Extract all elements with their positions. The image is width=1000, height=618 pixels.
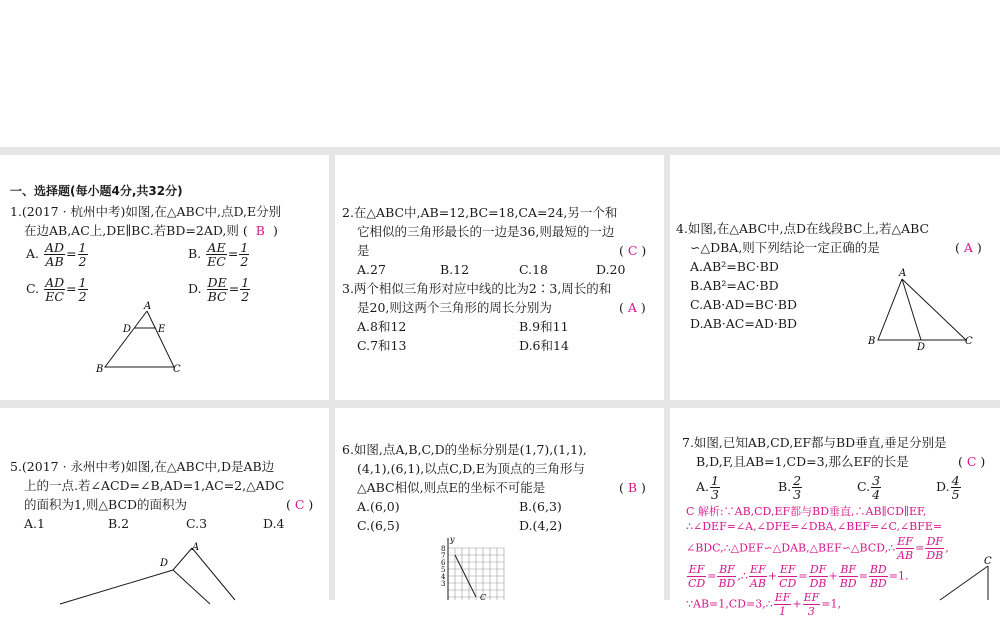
q6-line1: 6.如图,点A,B,C,D的坐标分别是(1,7),(1,1), [342,442,587,457]
q6-answer: B [627,480,638,495]
q7-sol4-f6-den: BD [839,577,857,590]
q5-bracket: ( C ) [286,497,314,512]
q1-option-b-value-num: 1 [240,240,249,255]
q7-label-c: C [984,556,992,567]
q7-option-c-den: 4 [872,487,881,502]
q7-sol4-f2-den: BD [718,577,736,590]
q6-tick-6: 6 [441,559,446,567]
q1-option-d-label: D. [188,281,202,296]
question-card-3 [670,155,1000,400]
q1-option-c-value-num: 1 [78,275,87,290]
q1-label-d: D [123,324,132,335]
q7-sol4-f3-den: AB [749,577,766,590]
q7-sol4-eq2: = [798,569,808,583]
q2-line2: 它相似的三角形最长的一边是36,则最短的一边 [357,224,615,239]
q1-option-b-num: AE [207,240,226,255]
q3-line2-text: 是20,则这两个三角形的周长分别为 [357,300,552,315]
q1-triangle-figure [92,299,212,379]
q1-label-a: A [144,301,152,312]
q7-sol3-end: , [945,541,949,555]
q1-answer: B [255,223,265,238]
q1-option-a-value-den: 2 [78,254,87,269]
q5-line1: 5.(2017 · 永州中考)如图,在△ABC中,D是AB边 [10,459,275,474]
q6-bracket: ( B ) [619,480,646,495]
q4-line2-text: ∽△DBA,则下列结论一定正确的是 [690,240,880,255]
q1-option-d-num: DE [207,275,227,290]
q7-sol4-f7-num: BD [869,563,887,576]
q7-sol4-plus: + [767,569,778,583]
q7-bracket: ( C ) [958,454,986,469]
q6-option-d: D.(4,2) [519,518,563,533]
q7-figure [938,556,998,600]
q7-solution-line2: ∴∠DEF=∠A,∠DFE=∠DBA,∠BEF=∠C,∠BFE= [686,520,943,533]
q6-line3 [357,478,657,497]
q5-line3 [24,495,324,514]
q5-line3-text: 的面积为1,则△BCD的面积为 [24,497,188,512]
question-card-2 [335,155,664,400]
q7-sol4-eq3: = [858,569,868,583]
q7-sol3-eq: = [915,541,925,555]
q7-line2 [696,452,996,471]
q7-solution-line4 [686,563,949,590]
q7-sol4-f1-num: EF [688,563,705,576]
q1-option-a-num: AD [45,240,65,255]
q7-sol5-end: =1, [821,597,841,611]
q7-solution-line1: C 解析:∵AB,CD,EF都与BD垂直,∴AB∥CD∥EF, [686,505,927,518]
q7-sol3-f2-num: DF [926,535,944,548]
q7-option-a-fraction [710,474,720,501]
q6-tick-3: 3 [441,580,446,588]
q7-option-c-fraction [871,474,881,501]
q7-sol5-f1-num: EF [774,591,791,604]
question-card-4 [0,408,329,600]
q1-option-a-fraction [44,241,65,268]
q7-sol4-end: =1. [888,569,909,583]
q7-sol4-f6-num: BF [840,563,857,576]
q1-option-a [26,241,89,268]
question-card-1 [0,155,329,400]
q4-line1: 4.如图,在△ABC中,点D在线段BC上,若△ABC [676,221,930,236]
question-card-6 [670,408,1000,618]
q4-option-a: A.AB²=BC·BD [690,259,779,274]
q3-option-a: A.8和12 [357,319,407,334]
q1-option-b-eq: = [227,246,239,261]
q1-option-a-eq: = [66,246,77,261]
q7-sol4-f3-num: EF [750,563,766,576]
q4-triangle-figure [866,265,981,353]
q6-tick-7: 7 [441,552,446,560]
q7-sol5-f2-den: 3 [807,605,815,618]
q1-label-e: E [158,324,166,335]
q5-label-d: D [160,558,169,569]
q4-line2 [690,238,995,257]
q7-option-a-label: A. [696,479,710,494]
q6-label-c: C [480,593,487,602]
q7-sol3-f1-den: AB [897,549,914,562]
q2-option-d: D.20 [596,262,626,277]
q1-label-b: B [96,364,104,375]
q7-line2-text: B,D,F,且AB=1,CD=3,那么EF的长是 [696,454,909,469]
q5-option-a: A.1 [24,516,45,531]
q7-sol4-eq: = [707,569,717,583]
q1-option-d-value-den: 2 [241,289,250,304]
q7-sol5-f2-num: EF [803,591,820,604]
q4-label-d: D [917,342,926,353]
q1-option-b-value-den: 2 [240,254,249,269]
q7-sol4-frac4 [778,563,797,590]
section-title: 一、选择题(每小题4分,共32分) [10,184,183,198]
q3-line1: 3.两个相似三角形对应中线的比为2∶3,周长的和 [342,281,612,296]
q7-sol4-f5-den: DB [809,577,827,590]
q7-solution-line3 [686,535,949,562]
q1-option-d-value [240,276,250,303]
q2-option-b: B.12 [440,262,470,277]
q7-sol4-frac1 [687,563,706,590]
q1-option-c-value-den: 2 [78,289,87,304]
q3-answer: A [627,300,637,315]
q2-bracket: ( C ) [619,243,647,258]
q7-solution-line5 [686,591,949,618]
q7-sol4-frac3 [749,563,767,590]
q7-option-b-fraction [792,474,802,501]
q7-sol4-frac2 [717,563,736,590]
q7-sol3-f2-den: DB [926,549,944,562]
q5-line2: 上的一点.若∠ACD=∠B,AD=1,AC=2,△ADC [24,478,285,493]
q7-sol5-f1-den: 1 [779,605,787,618]
question-card-5 [335,408,664,600]
q1-label-c: C [173,364,181,375]
q1-option-b-label: B. [188,246,202,261]
q7-solution [686,504,949,618]
q7-option-a-den: 3 [711,487,719,502]
q1-option-c-num: AD [45,275,65,290]
q5-label-a: A [192,542,200,553]
q1-option-a-den: AB [45,254,64,269]
q1-option-a-label: A. [26,246,40,261]
q6-axis-y-label: y [450,535,455,544]
separator-band-top [0,147,1000,155]
q1-close: ) [272,223,278,238]
q2-line3-text: 是 [357,243,370,258]
q1-option-c-value [78,276,88,303]
q4-bracket: ( A ) [955,240,982,255]
q7-option-d-fraction [951,474,961,501]
q4-label-a: A [899,268,907,279]
q2-line3 [357,241,657,260]
q7-option-a [696,474,721,501]
q5-option-c: C.3 [186,516,208,531]
q7-sol5-frac1 [774,591,792,618]
q6-grid-figure [435,534,515,600]
q7-sol4-f1-den: CD [688,577,706,590]
q6-option-b: B.(6,3) [519,499,562,514]
q1-option-b-den: EC [207,254,226,269]
q3-option-d: D.6和14 [519,338,569,353]
q6-option-a: A.(6,0) [357,499,400,514]
q7-sol5-frac2 [803,591,821,618]
q7-sol4-f2-num: BF [719,563,735,576]
q2-option-a: A.27 [357,262,386,277]
q5-triangle-figure [60,538,240,608]
q4-label-c: C [965,336,973,347]
q7-line1: 7.如图,已知AB,CD,EF都与BD垂直,垂足分别是 [682,435,947,450]
q6-line3-text: △ABC相似,则点E的坐标不可能是 [357,480,546,495]
q2-option-c: C.18 [519,262,548,277]
q7-sol4-f7-den: BD [869,577,887,590]
q3-option-c: C.7和13 [357,338,407,353]
q7-option-d-den: 5 [951,487,960,502]
q1-option-c-den: EC [45,289,64,304]
q7-sol4-f4-num: EF [779,563,796,576]
q6-option-c: C.(6,5) [357,518,400,533]
q7-option-c-num: 3 [872,473,881,488]
q1-option-a-value [78,241,88,268]
q7-option-b-den: 3 [793,487,802,502]
q3-bracket: ( A ) [619,300,646,315]
q7-option-b [778,474,803,501]
q7-option-d-num: 4 [951,473,960,488]
q1-option-c-label: C. [26,281,40,296]
separator-band-middle [0,400,1000,408]
q7-solution-line3-text: ∠BDC,∴△DEF∽△DAB,△BEF∽△BCD,∴ [686,541,896,555]
q7-sol4-frac6 [839,563,858,590]
q1-option-c-eq: = [66,281,77,296]
q6-tick-4: 4 [441,573,446,581]
q7-sol4-frac7 [869,563,888,590]
q7-sol4-mid: ,∴ [737,569,748,583]
q5-option-d: D.4 [263,516,285,531]
q5-answer: C [294,497,305,512]
q6-tick-5: 5 [441,566,446,574]
q7-answer: C [966,454,977,469]
q1-option-b-fraction [206,241,227,268]
q1-line1: 1.(2017 · 杭州中考)如图,在△ABC中,点D,E分别 [10,204,282,219]
q7-option-a-num: 1 [711,473,719,488]
q6-line2: (4,1),(6,1),以点C,D,E为顶点的三角形与 [357,461,585,476]
q1-option-a-value-num: 1 [78,240,87,255]
q1-option-c [26,276,89,303]
q2-line1: 2.在△ABC中,AB=12,BC=18,CA=24,另一个和 [342,205,618,220]
q3-option-b: B.9和11 [519,319,569,334]
q1-option-c-fraction [44,276,65,303]
q7-option-c [857,474,882,501]
q7-sol4-plus2: + [828,569,838,583]
q7-sol4-f5-num: DF [809,563,827,576]
q7-option-d-label: D. [936,479,950,494]
q7-option-c-label: C. [857,479,871,494]
q6-tick-8: 8 [441,545,446,553]
q7-sol4-f4-den: CD [779,577,797,590]
q4-label-b: B [868,336,876,347]
q1-option-d-eq: = [228,281,240,296]
q4-option-b: B.AB²=AC·BD [690,278,779,293]
q2-answer: C [627,243,638,258]
q4-option-c: C.AB·AD=BC·BD [690,297,797,312]
q1-line2-text: 在边AB,AC上,DE∥BC.若BD=2AD,则 ( [24,223,248,238]
q1-option-b-value [239,241,249,268]
q7-option-b-num: 2 [793,473,802,488]
q7-option-d [936,474,962,501]
q7-sol5-plus: + [792,597,802,611]
q7-sol3-f1-num: EF [897,535,913,548]
q7-sol5-text: ∵AB=1,CD=3,∴ [686,597,773,611]
q1-option-b [188,241,250,268]
q4-answer: A [963,240,973,255]
q1-option-d-den: BC [207,289,227,304]
q7-option-b-label: B. [778,479,792,494]
q3-line2 [357,298,657,317]
q4-option-d: D.AB·AC=AD·BD [690,316,798,331]
q5-option-b: B.2 [108,516,130,531]
q1-line2 [24,221,278,240]
q7-solution-frac-ef-ab [896,535,914,562]
q1-option-d-value-num: 1 [241,275,250,290]
q7-sol4-frac5 [809,563,828,590]
